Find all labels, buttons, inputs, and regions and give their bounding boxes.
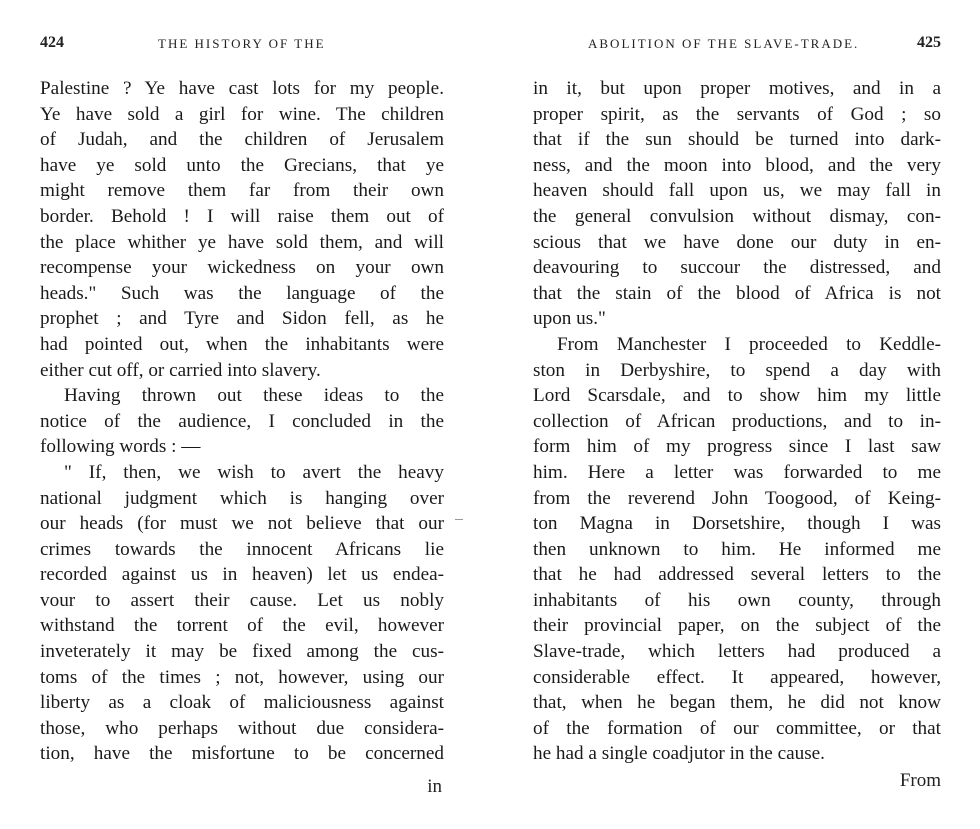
- text-line: from the reverend John Toogood, of Keing-: [533, 487, 941, 509]
- text-line: deavouring to succour the distressed, and: [533, 257, 941, 279]
- gutter-mark: [455, 519, 463, 520]
- left-page-text: [40, 76, 444, 767]
- text-line: Having thrown out these ideas to the: [64, 385, 444, 407]
- text-line: " If, then, we wish to avert the heavy: [64, 461, 444, 483]
- text-line: he had a single coadjutor in the cause.: [533, 743, 825, 765]
- left-page-number: 424: [40, 34, 64, 51]
- left-page-header: [40, 36, 444, 56]
- text-line: that he had addressed several letters to the: [533, 564, 941, 586]
- right-page-number: 425: [917, 34, 941, 51]
- text-line: the general convulsion without dismay, con-: [533, 205, 941, 227]
- text-line: border. Behold ! I will raise them out of: [40, 205, 444, 227]
- text-line: either cut off, or carried into slavery.: [40, 359, 321, 381]
- text-line: the place whither ye have sold them, and will: [40, 231, 444, 253]
- text-line: inhabitants of his own county, through: [533, 589, 941, 611]
- text-line: heads." Such was the language of the: [40, 282, 444, 304]
- left-catchword: in: [427, 776, 442, 797]
- text-line: withstand the torrent of the evil, however: [40, 615, 444, 637]
- text-line: ness, and the moon into blood, and the very: [533, 154, 941, 176]
- text-line: might remove them far from their own: [40, 180, 444, 202]
- text-line: collection of African productions, and to in-: [533, 410, 941, 432]
- text-line: of Judah, and the children of Jerusalem: [40, 129, 444, 151]
- text-line: crimes towards the innocent Africans lie: [40, 538, 444, 560]
- text-line: prophet ; and Tyre and Sidon fell, as he: [40, 308, 444, 330]
- text-line: proper spirit, as the servants of God ; so: [533, 103, 941, 125]
- text-line: that if the sun should be turned into dark-: [533, 129, 941, 151]
- right-catchword: From: [899, 770, 941, 791]
- text-line: considerable effect. It appeared, however,: [533, 666, 941, 688]
- text-line: that the stain of the blood of Africa is not: [533, 282, 941, 304]
- text-line: following words : —: [40, 436, 201, 458]
- text-line: heaven should fall upon us, we may fall in: [533, 180, 941, 202]
- text-line: that, when he began them, he did not know: [533, 692, 941, 714]
- text-line: their provincial paper, on the subject of the: [533, 615, 941, 637]
- text-line: him. Here a letter was forwarded to me: [533, 461, 941, 483]
- text-line: those, who perhaps without due considera-: [40, 717, 444, 739]
- text-line: form him of my progress since I last saw: [533, 436, 941, 458]
- text-line: toms of the times ; not, however, using our: [40, 666, 444, 688]
- text-line: national judgment which is hanging over: [40, 487, 444, 509]
- text-line: notice of the audience, I concluded in the: [40, 410, 444, 432]
- text-line: in it, but upon proper motives, and in a: [533, 78, 941, 99]
- text-line: Slave-trade, which letters had produced a: [533, 641, 941, 663]
- text-line: From Manchester I proceeded to Keddle-: [557, 333, 941, 355]
- text-line: ton Magna in Dorsetshire, though I was: [533, 513, 941, 535]
- right-page-header: [533, 36, 941, 56]
- text-line: our heads (for must we not believe that our: [40, 513, 444, 535]
- text-line: liberty as a cloak of maliciousness against: [40, 692, 444, 714]
- text-line: Ye have sold a girl for wine. The children: [40, 103, 444, 125]
- text-line: scious that we have done our duty in en-: [533, 231, 941, 253]
- text-line: recorded against us in heaven) let us endea-: [40, 564, 444, 586]
- right-running-head: ABOLITION OF THE SLAVE-TRADE.: [588, 36, 860, 51]
- text-line: have ye sold unto the Grecians, that ye: [40, 154, 444, 176]
- text-line: then unknown to him. He informed me: [533, 538, 941, 560]
- text-line: recompense your wickedness on your own: [40, 257, 444, 279]
- text-line: had pointed out, when the inhabitants were: [40, 333, 444, 355]
- text-line: inveterately it may be fixed among the cus-: [40, 641, 444, 663]
- text-line: upon us.": [533, 308, 606, 330]
- text-line: vour to assert their cause. Let us nobly: [40, 589, 444, 611]
- text-line: ston in Derbyshire, to spend a day with: [533, 359, 941, 381]
- left-running-head: THE HISTORY OF THE: [158, 36, 326, 51]
- text-line: tion, have the misfortune to be concerned: [40, 743, 444, 765]
- text-line: Palestine ? Ye have cast lots for my people.: [40, 78, 444, 99]
- text-line: of the formation of our committee, or that: [533, 717, 941, 739]
- right-page-text: [533, 76, 941, 767]
- text-line: Lord Scarsdale, and to show him my little: [533, 385, 941, 407]
